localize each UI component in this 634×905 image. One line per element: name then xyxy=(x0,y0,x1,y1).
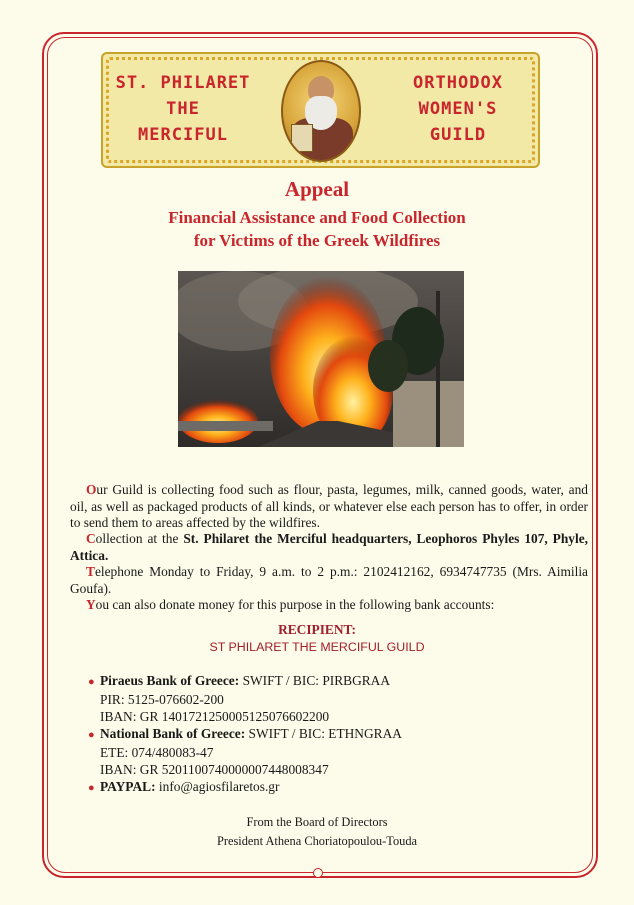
banner-left-line-1: ST. PHILARET xyxy=(115,73,251,93)
saint-icon-image xyxy=(281,60,361,162)
paragraph-2-text: ollection at the xyxy=(95,531,184,546)
bank-iban: IBAN: GR 5201100740000007448008347 xyxy=(100,762,329,777)
paragraph-3-text: elephone Monday to Friday, 9 a.m. to 2 p.m.: 2102412162, 6934747735 (Mrs. Aimilia Goufa). xyxy=(70,564,588,596)
paragraph-collection-location xyxy=(70,531,588,564)
wildfire-illustration xyxy=(178,271,464,447)
dropcap-o: O xyxy=(86,482,97,497)
saint-book-shape xyxy=(291,124,313,152)
wildfire-photo xyxy=(178,271,464,447)
headquarters-address: St. Philaret the Merciful headquarters, Leophoros Phyles 107, Phyle, Attica. xyxy=(70,531,589,563)
dropcap-t: T xyxy=(86,564,95,579)
subtitle-line-2: for Victims of the Greek Wildfires xyxy=(193,231,441,250)
bank-iban: IBAN: GR 1401721250005125076602200 xyxy=(100,709,330,724)
bullet-icon: ● xyxy=(88,782,95,794)
bullet-icon: ● xyxy=(88,676,95,688)
paragraph-4-text: ou can also donate money for this purpose in the following bank accounts: xyxy=(95,597,495,612)
paragraph-food-collection xyxy=(70,482,588,532)
recipient-value: ST PHILARET THE MERCIFUL GUILD xyxy=(209,640,425,654)
paragraph-1-text: ur Guild is collecting food such as flour, pasta, legumes, milk, canned goods, water, and oil, as well as packaged products of all kinds, or whatever else each person has to offer, in order to send them to areas affected by the wildfires. xyxy=(70,482,588,530)
bank-name: National Bank of Greece: xyxy=(100,726,246,741)
bank-piraeus xyxy=(88,672,402,691)
banner-left-line-2: THE xyxy=(166,99,200,119)
dropcap-c: C xyxy=(86,531,96,546)
footer-president: President Athena Choriatopoulou-Touda xyxy=(216,834,418,848)
banner-right-line-2: WOMEN'S xyxy=(418,99,498,119)
dropcap-y: Y xyxy=(86,597,96,612)
appeal-title: Appeal xyxy=(284,177,350,201)
subtitle-line-1: Financial Assistance and Food Collection xyxy=(168,208,466,227)
banner-left-text xyxy=(113,70,253,148)
guild-banner xyxy=(101,52,540,168)
paragraph-telephone xyxy=(70,564,588,597)
banner-left-line-3: MERCIFUL xyxy=(138,125,228,145)
bank-code: ETE: 074/480083-47 xyxy=(100,745,214,760)
paypal-entry xyxy=(88,778,402,797)
recipient-label: RECIPIENT: xyxy=(278,622,356,637)
footer-board: From the Board of Directors xyxy=(246,815,388,829)
paypal-email[interactable]: info@agiosfilaretos.gr xyxy=(158,779,280,794)
appeal-subtitle xyxy=(0,206,634,252)
bank-code: PIR: 5125-076602-200 xyxy=(100,692,224,707)
paypal-label: PAYPAL: xyxy=(100,779,156,794)
banner-right-text xyxy=(388,70,528,148)
bullet-icon: ● xyxy=(88,729,95,741)
paragraph-donation xyxy=(70,597,588,614)
banner-right-line-3: GUILD xyxy=(429,125,487,145)
bank-swift: SWIFT / BIC: PIRBGRAA xyxy=(242,673,391,688)
bank-national xyxy=(88,725,402,744)
bank-swift: SWIFT / BIC: ETHNGRAA xyxy=(248,726,402,741)
banner-right-line-1: ORTHODOX xyxy=(413,73,503,93)
bank-name: Piraeus Bank of Greece: xyxy=(100,673,240,688)
page-ornament-icon xyxy=(313,868,323,878)
bank-list xyxy=(88,672,402,797)
